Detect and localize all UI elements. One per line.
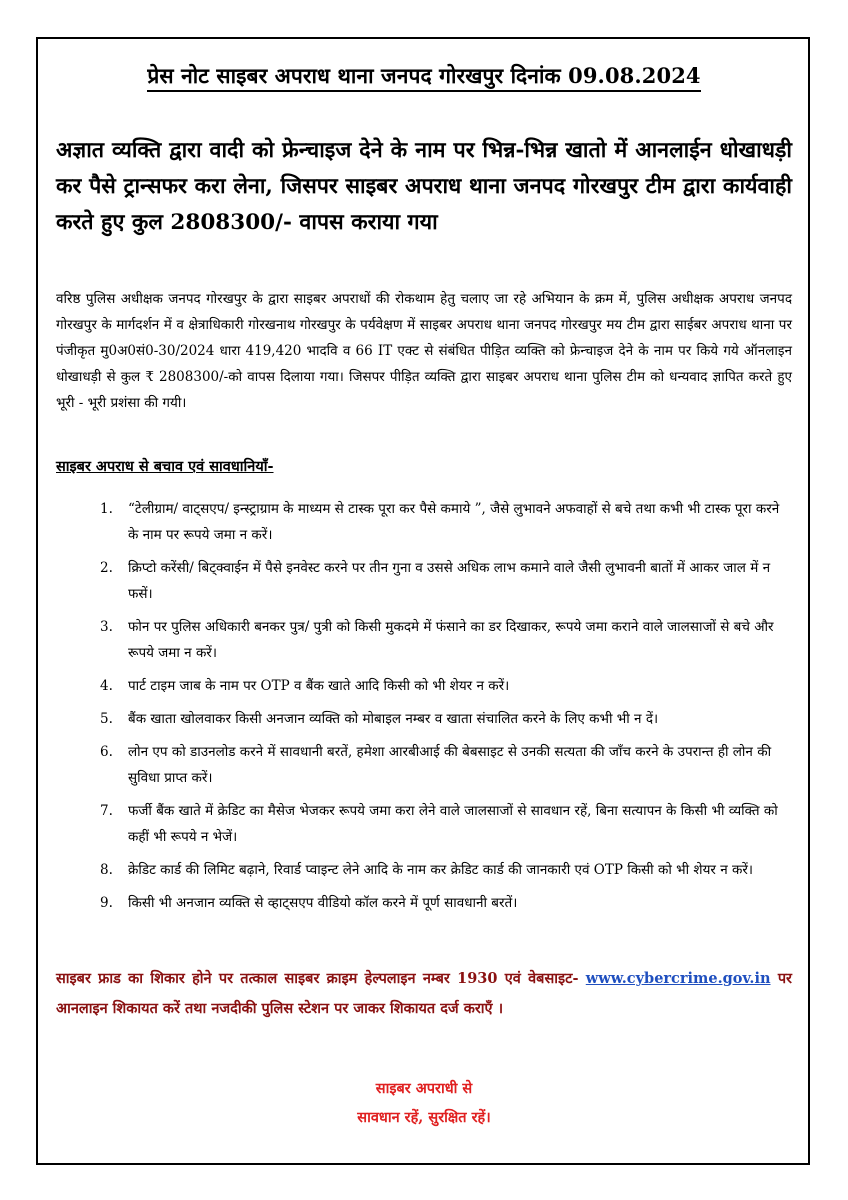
tips-list — [100, 496, 792, 923]
list-item-text: फोन पर पुलिस अधिकारी बनकर पुत्र/ पुत्री को किसी मुकदमे में फंसाने का डर दिखाकर, रूपये जमा कराने वाले जालसाजों से बचे और रूपये जमा न करें। — [128, 619, 774, 661]
helpline-text: साइबर फ्राड का शिकार होने पर तत्काल साइबर क्राइम हेल्पलाइन नम्बर 1930 एवं वेबसाइट- — [56, 970, 579, 987]
list-item-text: किसी भी अनजान व्यक्ति से व्हाट्सएप वीडियो कॉल करने में पूर्ण सावधानी बरतें। — [128, 895, 518, 911]
list-item — [100, 798, 792, 850]
list-item-text: क्रेडिट कार्ड की लिमिट बढ़ाने, रिवार्ड प्वाइन्ट लेने आदि के नाम कर क्रेडिट कार्ड की जानकारी एवं OTP किसी को भी शेयर न करें। — [128, 862, 754, 878]
list-item — [100, 614, 792, 666]
helpline-paragraph — [56, 964, 792, 1024]
list-item-text: लोन एप को डाउनलोड करने में सावधानी बरतें, हमेशा आरबीआई की बेबसाइट से उनकी सत्यता की जाँच करने के उपरान्त ही लोन की सुविधा प्राप्त करें। — [128, 744, 772, 786]
list-item-text: बैंक खाता खोलवाकर किसी अनजान व्यक्ति को मोबाइल नम्बर व खाता संचालित करने के लिए कभी भी न दें। — [128, 711, 659, 727]
list-item-text: फर्जी बैंक खाते में क्रेडिट का मैसेज भेजकर रूपये जमा करा लेने वाले जालसाजों से सावधान रहें, बिना सत्यापन के किसी भी व्यक्ति को कहीं भी रूपये न भेजें। — [128, 803, 778, 845]
list-item-number: 1. — [100, 501, 113, 517]
list-item — [100, 739, 792, 791]
list-item — [100, 555, 792, 607]
closing-line-2: सावधान रहें, सुरक्षित रहें। — [357, 1109, 491, 1126]
list-item-text: “टेलीग्राम/ वाट्सएप/ इन्स्ट्राग्राम के माध्यम से टास्क पूरा कर पैसे कमाये ”, जैसे लुभावने अफवाहों से बचे तथा कभी भी टास्क पूरा करने के नाम पर रूपये जमा न करें। — [128, 501, 780, 543]
body-paragraph: वरिष्ठ पुलिस अधीक्षक जनपद गोरखपुर के द्वारा साइबर अपराधों की रोकथाम हेतु चलाए जा रहे अभियान के क्रम में, पुलिस अधीक्षक अपराध जनपद गोरखपुर के मार्गदर्शन में व क्षेत्राधिकारी गोरखनाथ गोरखपुर के पर्यवेक्षण में साइबर अपराध थाना जनपद गोरखपुर मय टीम द्वारा साईबर अपराध थाना पर पंजीकृत मु0अ0सं0-30/2024 धारा 419,420 भादवि व 66 IT एक्ट से संबंधित पीड़ित व्यक्ति को फ्रेन्चाइज देने के नाम पर किये गये ऑनलाइन धोखाधड़ी से कुल ₹ 2808300/-को वापस दिलाया गया। जिसपर पीड़ित व्यक्ति द्वारा साइबर अपराध थाना पुलिस टीम को धन्यवाद ज्ञापित करते हुए भूरी - भूरी प्रशंसा की गयी। — [56, 291, 792, 411]
list-item-number: 8. — [100, 862, 113, 878]
page-title — [0, 62, 848, 90]
list-item-number: 6. — [100, 744, 113, 760]
list-item-number: 4. — [100, 678, 113, 694]
list-item-text: क्रिप्टो करेंसी/ बिट्क्वाईन में पैसे इनवेस्ट करने पर तीन गुना व उससे अधिक लाभ कमाने वाले जैसी लुभावनी बातों में आकर जाल में न फसें। — [128, 560, 771, 602]
headline: अज्ञात व्यक्ति द्वारा वादी को फ्रेन्चाइज देने के नाम पर भिन्न-भिन्न खातो में आनलाईन धोखाधड़ी कर पैसे ट्रान्सफर करा लेना, जिसपर साइबर अपराध थाना जनपद गोरखपुर टीम द्वारा कार्यवाही करते हुए कुल 2808300/- वापस कराया गया — [56, 138, 792, 235]
list-item-number: 5. — [100, 711, 113, 727]
cybercrime-website-link[interactable]: www.cybercrime.gov.in — [585, 970, 771, 987]
list-item — [100, 890, 792, 916]
section-heading: साइबर अपराध से बचाव एवं सावधानियाँ- — [56, 458, 274, 475]
list-item — [100, 706, 792, 732]
list-item-number: 2. — [100, 560, 113, 576]
list-item — [100, 857, 792, 883]
list-item-number: 9. — [100, 895, 113, 911]
list-item-number: 7. — [100, 803, 113, 819]
list-item-number: 3. — [100, 619, 113, 635]
page-title-text: प्रेस नोट साइबर अपराध थाना जनपद गोरखपुर दिनांक 09.08.2024 — [147, 63, 700, 92]
closing-line-1: साइबर अपराधी से — [375, 1080, 473, 1097]
list-item — [100, 496, 792, 548]
list-item — [100, 673, 792, 699]
helpline-text-suffix: पर आनलाइन शिकायत करें तथा नजदीकी पुलिस स्टेशन पर जाकर शिकायत दर्ज कराएँ । — [56, 970, 792, 1017]
list-item-text: पार्ट टाइम जाब के नाम पर OTP व बैंक खाते आदि किसी को भी शेयर न करें। — [128, 678, 510, 694]
